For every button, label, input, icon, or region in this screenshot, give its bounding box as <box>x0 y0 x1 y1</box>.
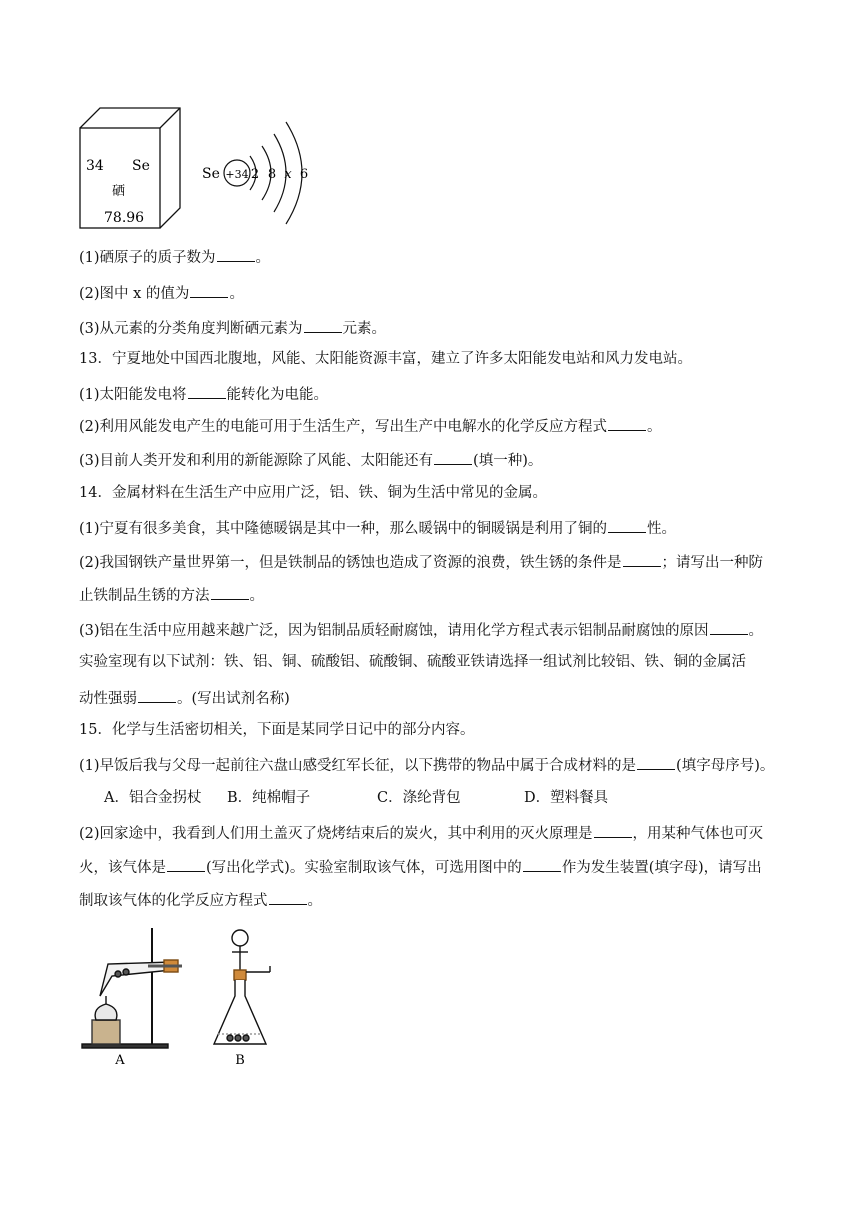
apparatus-figure <box>78 924 278 1070</box>
q13-part3: (3)目前人类开发和利用的新能源除了风能、太阳能还有 (填一种)。 <box>79 449 542 471</box>
diagram-symbol-text: Se <box>202 166 220 182</box>
q13-part2: (2)利用风能发电产生的电能可用于生活生产，写出生产中电解水的化学反应方程式 。 <box>79 415 662 437</box>
option-b[interactable]: B．纯棉帽子 <box>227 790 311 806</box>
apparatus-b-drawing <box>214 930 270 1044</box>
answer-blank[interactable] <box>594 822 632 838</box>
answer-blank[interactable] <box>190 282 228 298</box>
answer-blank[interactable] <box>523 856 561 872</box>
atomic-number-text: 34 <box>86 158 104 174</box>
answer-blank[interactable] <box>623 551 661 567</box>
q12-part2: (2)图中 x 的值为 。 <box>79 282 244 304</box>
q15-stem: 15．化学与生活密切相关，下面是某同学日记中的部分内容。 <box>79 722 475 738</box>
q12-part1: (1)硒原子的质子数为 。 <box>79 246 270 268</box>
answer-blank[interactable] <box>637 754 675 770</box>
q14-part2-line2: 止铁制品生锈的方法 。 <box>79 584 264 606</box>
element-symbol-text: Se <box>132 158 150 174</box>
nucleus-charge-text: +34 <box>225 168 249 181</box>
q15-options <box>104 788 608 808</box>
q14-part3-line3: 动性强弱 。(写出试剂名称) <box>79 687 290 709</box>
shell-1-count: 2 <box>250 167 260 182</box>
q15-part1: (1)早饭后我与父母一起前往六盘山感受红军长征，以下携带的物品中属于合成材料的是 (填字母序号)。 <box>79 754 774 776</box>
shell-2-count: 8 <box>267 167 277 182</box>
answer-blank[interactable] <box>710 619 748 635</box>
answer-blank[interactable] <box>217 246 255 262</box>
q13-part1: (1)太阳能发电将 能转化为电能。 <box>79 383 328 405</box>
answer-blank[interactable] <box>188 383 226 399</box>
option-a[interactable]: A．铝合金拐杖 <box>104 790 202 806</box>
apparatus-b-label: B <box>235 1053 245 1068</box>
q12-part3: (3)从元素的分类角度判断硒元素为 元素。 <box>79 317 386 339</box>
answer-blank[interactable] <box>304 317 342 333</box>
answer-blank[interactable] <box>608 517 646 533</box>
atomic-mass-text: 78.96 <box>104 210 145 226</box>
answer-blank[interactable] <box>167 856 205 872</box>
q15-part2-line3: 制取该气体的化学反应方程式 。 <box>79 889 322 911</box>
shell-3-count: x <box>284 167 292 182</box>
apparatus-a-label: A <box>115 1053 125 1068</box>
option-d[interactable]: D．塑料餐具 <box>524 790 609 806</box>
q14-part3-line2: 实验室现有以下试剂：铁、铝、铜、硫酸铝、硫酸铜、硫酸亚铁请选择一组试剂比较铝、铁、铜的金属活 <box>79 654 746 670</box>
answer-blank[interactable] <box>434 449 472 465</box>
apparatus-a-drawing <box>82 928 182 1048</box>
q14-part3-line1: (3)铝在生活中应用越来越广泛，因为铝制品质轻耐腐蚀，请用化学方程式表示铝制品耐腐蚀的原因 。 <box>79 619 763 641</box>
q14-part2-line1: (2)我国钢铁产量世界第一，但是铁制品的锈蚀也造成了资源的浪费，铁生锈的条件是 ；请写出一种防 <box>79 551 763 573</box>
answer-blank[interactable] <box>211 584 249 600</box>
q14-part1: (1)宁夏有很多美食，其中隆德暖锅是其中一种，那么暖锅中的铜暖锅是利用了铜的 性。 <box>79 517 676 539</box>
answer-blank[interactable] <box>608 415 646 431</box>
element-name-text: 硒 <box>112 184 126 199</box>
q15-part2-line1: (2)回家途中，我看到人们用土盖灭了烧烤结束后的炭火，其中利用的灭火原理是 ，用某种气体也可灭 <box>79 822 763 844</box>
q15-part2-line2: 火，该气体是 (写出化学式)。实验室制取该气体，可选用图中的 作为发生装置(填字母)，请写出 <box>79 856 762 878</box>
answer-blank[interactable] <box>269 889 307 905</box>
option-c[interactable]: C．涤纶背包 <box>377 790 461 806</box>
shell-4-count: 6 <box>299 167 309 182</box>
answer-blank[interactable] <box>138 687 176 703</box>
q14-stem: 14．金属材料在生活生产中应用广泛，铝、铁、铜为生活中常见的金属。 <box>79 485 547 501</box>
q13-stem: 13．宁夏地处中国西北腹地，风能、太阳能资源丰富，建立了许多太阳能发电站和风力发电站。 <box>79 351 692 367</box>
selenium-figure <box>78 106 318 234</box>
